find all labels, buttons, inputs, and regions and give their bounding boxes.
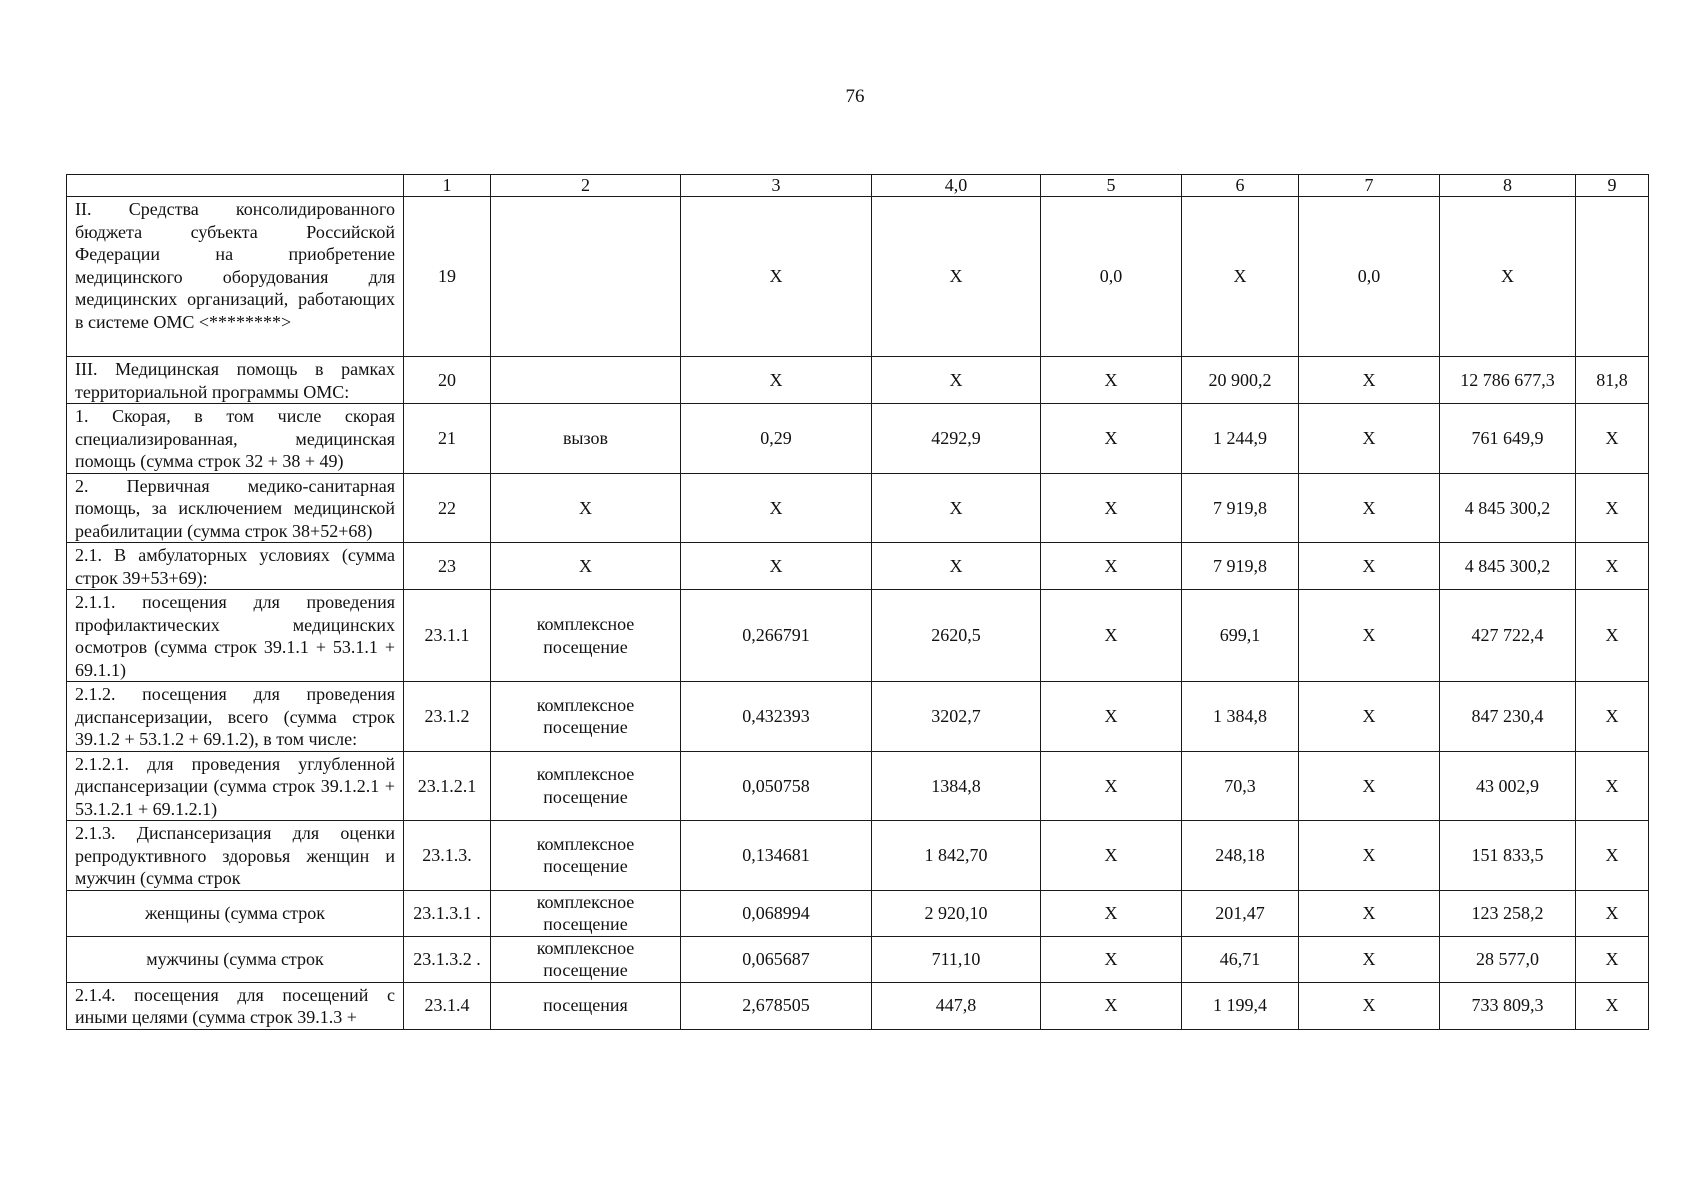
table-row (67, 821, 1649, 891)
table-cell (1576, 197, 1649, 357)
header-cell: 6 (1182, 175, 1299, 197)
table-cell: 1 199,4 (1182, 982, 1299, 1029)
table-cell: 20 900,2 (1182, 357, 1299, 404)
table-cell: Х (1576, 682, 1649, 752)
table-cell: Х (1440, 197, 1576, 357)
table-cell: Х (1041, 590, 1182, 682)
table-cell: Х (1041, 890, 1182, 936)
table-cell: 0,266791 (681, 590, 872, 682)
table-cell: 0,068994 (681, 890, 872, 936)
table-cell: Х (1576, 821, 1649, 891)
table-cell: Х (1041, 543, 1182, 590)
header-cell: 4,0 (872, 175, 1041, 197)
row-unit (491, 357, 681, 404)
table-cell: 0,0 (1299, 197, 1440, 357)
table-cell: 0,29 (681, 404, 872, 474)
row-name: II. Средства консолидированного бюджета субъекта Российской Федерации на приобретение медицинского оборудования для медицинских организаций, работающих в системе ОМС <********> (67, 197, 404, 357)
table-cell: Х (1041, 357, 1182, 404)
table-cell: Х (1576, 751, 1649, 821)
table-cell: 427 722,4 (1440, 590, 1576, 682)
table-cell: Х (1576, 404, 1649, 474)
table-cell: Х (1299, 590, 1440, 682)
row-number: 23.1.3. (404, 821, 491, 891)
row-unit: посещения (491, 982, 681, 1029)
table-cell: 4292,9 (872, 404, 1041, 474)
table-cell: Х (872, 357, 1041, 404)
row-unit: Х (491, 473, 681, 543)
table-cell: 4 845 300,2 (1440, 473, 1576, 543)
table-cell: Х (1576, 890, 1649, 936)
table-row (67, 404, 1649, 474)
row-unit: комплексное посещение (491, 590, 681, 682)
table-cell: Х (681, 357, 872, 404)
header-cell: 8 (1440, 175, 1576, 197)
table-cell: Х (872, 197, 1041, 357)
row-name: 2.1.2. посещения для проведения диспансеризации, всего (сумма строк 39.1.2 + 53.1.2 + 69.1.2), в том числе: (67, 682, 404, 752)
row-unit: вызов (491, 404, 681, 474)
table-row (67, 473, 1649, 543)
table-cell: Х (1182, 197, 1299, 357)
row-unit: комплексное посещение (491, 682, 681, 752)
row-unit: Х (491, 543, 681, 590)
row-name: 2.1.4. посещения для посещений с иными целями (сумма строк 39.1.3 + (67, 982, 404, 1029)
table-cell: 151 833,5 (1440, 821, 1576, 891)
data-table (66, 174, 1649, 1030)
row-number: 23 (404, 543, 491, 590)
table-cell: 1 384,8 (1182, 682, 1299, 752)
table-cell: Х (1041, 821, 1182, 891)
table-cell: 28 577,0 (1440, 936, 1576, 982)
table-row (67, 682, 1649, 752)
table-cell: Х (1041, 982, 1182, 1029)
table-cell: 46,71 (1182, 936, 1299, 982)
header-cell: 7 (1299, 175, 1440, 197)
table-cell: Х (1576, 543, 1649, 590)
row-name: 2.1. В амбулаторных условиях (сумма строк 39+53+69): (67, 543, 404, 590)
table-cell: 0,432393 (681, 682, 872, 752)
table-row (67, 543, 1649, 590)
table-cell: 1 842,70 (872, 821, 1041, 891)
table-row (67, 357, 1649, 404)
row-number: 23.1.2 (404, 682, 491, 752)
table-cell: 847 230,4 (1440, 682, 1576, 752)
table-cell: Х (1576, 982, 1649, 1029)
row-number: 21 (404, 404, 491, 474)
row-unit (491, 197, 681, 357)
table-cell: Х (1299, 821, 1440, 891)
table-cell: 0,065687 (681, 936, 872, 982)
row-name: 2.1.1. посещения для проведения профилактических медицинских осмотров (сумма строк 39.1.1 + 53.1.1 + 69.1.1) (67, 590, 404, 682)
row-name: 2.1.3. Диспансеризация для оценки репродуктивного здоровья женщин и мужчин (сумма строк (67, 821, 404, 891)
table-cell: Х (681, 197, 872, 357)
table-cell: 43 002,9 (1440, 751, 1576, 821)
table-cell: 0,0 (1041, 197, 1182, 357)
row-number: 23.1.3.2 . (404, 936, 491, 982)
row-number: 23.1.3.1 . (404, 890, 491, 936)
table-cell: Х (1576, 936, 1649, 982)
row-number: 23.1.4 (404, 982, 491, 1029)
table-cell: 761 649,9 (1440, 404, 1576, 474)
table-cell: Х (872, 543, 1041, 590)
table-cell: Х (872, 473, 1041, 543)
row-name: III. Медицинская помощь в рамках территориальной программы ОМС: (67, 357, 404, 404)
table-row (67, 197, 1649, 357)
table-row (67, 936, 1649, 982)
table-row (67, 590, 1649, 682)
row-name: 1. Скорая, в том числе скорая специализированная, медицинская помощь (сумма строк 32 + 38 + 49) (67, 404, 404, 474)
table-header-row (67, 175, 1649, 197)
table-cell: 699,1 (1182, 590, 1299, 682)
table-cell: 7 919,8 (1182, 543, 1299, 590)
table-row (67, 890, 1649, 936)
table-cell: Х (1041, 404, 1182, 474)
table-cell: 201,47 (1182, 890, 1299, 936)
table-cell: Х (1299, 936, 1440, 982)
row-unit: комплексное посещение (491, 821, 681, 891)
table-cell: 0,050758 (681, 751, 872, 821)
table-cell: Х (1299, 357, 1440, 404)
page-number: 76 (845, 86, 865, 107)
table-cell: Х (1299, 890, 1440, 936)
table-cell: Х (1299, 682, 1440, 752)
table-cell: Х (1299, 751, 1440, 821)
table-cell: Х (1041, 936, 1182, 982)
table-cell: 711,10 (872, 936, 1041, 982)
row-unit: комплексное посещение (491, 936, 681, 982)
table-row (67, 982, 1649, 1029)
row-name: 2. Первичная медико-санитарная помощь, за исключением медицинской реабилитации (сумма строк 38+52+68) (67, 473, 404, 543)
header-cell (67, 175, 404, 197)
row-number: 23.1.2.1 (404, 751, 491, 821)
header-cell: 2 (491, 175, 681, 197)
table-cell: 0,134681 (681, 821, 872, 891)
header-cell: 1 (404, 175, 491, 197)
row-unit: комплексное посещение (491, 890, 681, 936)
row-number: 19 (404, 197, 491, 357)
table-cell: Х (681, 543, 872, 590)
table-cell: 2620,5 (872, 590, 1041, 682)
table-cell: Х (1041, 473, 1182, 543)
table-cell: Х (1041, 682, 1182, 752)
table-cell: 7 919,8 (1182, 473, 1299, 543)
table-cell: 70,3 (1182, 751, 1299, 821)
table-cell: 3202,7 (872, 682, 1041, 752)
table-cell: Х (1299, 404, 1440, 474)
row-number: 20 (404, 357, 491, 404)
table-cell: 733 809,3 (1440, 982, 1576, 1029)
table-cell: Х (1576, 590, 1649, 682)
row-unit: комплексное посещение (491, 751, 681, 821)
table-cell: 1 244,9 (1182, 404, 1299, 474)
header-cell: 3 (681, 175, 872, 197)
table-cell: Х (1576, 473, 1649, 543)
table-cell: Х (1299, 982, 1440, 1029)
row-name: женщины (сумма строк (67, 890, 404, 936)
table-cell: Х (1299, 543, 1440, 590)
table-cell: 123 258,2 (1440, 890, 1576, 936)
table-cell: Х (681, 473, 872, 543)
table-cell: 81,8 (1576, 357, 1649, 404)
table-cell: 2,678505 (681, 982, 872, 1029)
table-cell: Х (1041, 751, 1182, 821)
table-cell: 248,18 (1182, 821, 1299, 891)
row-number: 22 (404, 473, 491, 543)
row-name: мужчины (сумма строк (67, 936, 404, 982)
table-cell: Х (1299, 473, 1440, 543)
table-cell: 4 845 300,2 (1440, 543, 1576, 590)
row-name: 2.1.2.1. для проведения углубленной диспансеризации (сумма строк 39.1.2.1 + 53.1.2.1 + 69.1.2.1) (67, 751, 404, 821)
table-cell: 2 920,10 (872, 890, 1041, 936)
row-number: 23.1.1 (404, 590, 491, 682)
table-cell: 1384,8 (872, 751, 1041, 821)
table-cell: 12 786 677,3 (1440, 357, 1576, 404)
table-cell: 447,8 (872, 982, 1041, 1029)
table-row (67, 751, 1649, 821)
header-cell: 9 (1576, 175, 1649, 197)
header-cell: 5 (1041, 175, 1182, 197)
